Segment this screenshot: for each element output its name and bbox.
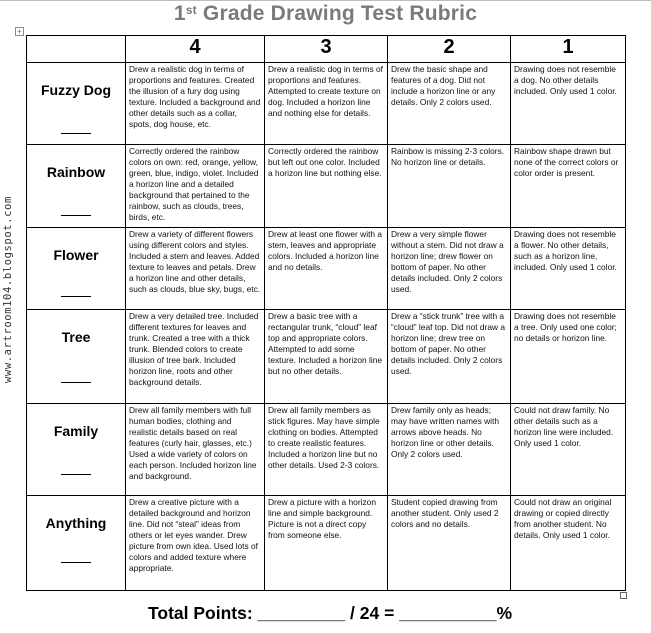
criteria-cell: Drew a very simple flower without a stem. Did not draw a horizon line; drew flower on bottom of paper. No other details included. Only 2 colors used. — [388, 228, 511, 310]
total-score-blank: _________ — [257, 603, 346, 623]
criteria-cell: Drew a “stick trunk” tree with a “cloud” leaf top. Did not draw a horizon line; drew tree on bottom of paper. No other details included. Only 2 colors used. — [388, 310, 511, 404]
criteria-cell: Drawing does not resemble a flower. No other details, such as a horizon line, included. Only used 1 color. — [511, 228, 626, 310]
category-cell — [27, 228, 126, 310]
score-blank-line — [61, 562, 91, 563]
score-header-3: 3 — [265, 36, 388, 63]
table-row — [27, 228, 626, 310]
criteria-cell: Drawing does not resemble a dog. No other details included. Only used 1 color. — [511, 63, 626, 145]
category-name: Flower — [53, 247, 99, 263]
rubric-table — [26, 35, 626, 591]
total-divider: / 24 = — [350, 603, 395, 623]
category-cell — [27, 496, 126, 591]
total-label: Total Points: — [148, 603, 253, 623]
score-header-1: 1 — [511, 36, 626, 63]
table-resize-handle-icon[interactable] — [620, 592, 627, 599]
score-blank-line — [61, 382, 91, 383]
criteria-cell: Correctly ordered the rainbow colors on own: red, orange, yellow, green, blue, indigo, violet. Included a horizon line and a detailed background that pertained to the rainbow, such as clouds, trees, birds, etc. — [126, 145, 265, 228]
criteria-cell: Student copied drawing from another student. Only used 2 colors and no details. — [388, 496, 511, 591]
table-row — [27, 145, 626, 228]
score-blank-line — [61, 215, 91, 216]
criteria-cell: Drew the basic shape and features of a dog. Did not include a horizon line or any details. Only 2 colors used. — [388, 63, 511, 145]
category-name: Anything — [45, 515, 107, 531]
criteria-cell: Drew a basic tree with a rectangular trunk, “cloud” leaf top and appropriate colors. Attempted to add some texture. Included a horizon line but no other details. — [265, 310, 388, 404]
criteria-cell: Drawing does not resemble a tree. Only used one color; no details or horizon line. — [511, 310, 626, 404]
criteria-cell: Drew a variety of different flowers using different colors and styles. Included a stem and leaves. Added texture to leaves and petals. Drew a horizon line and other details, such as clouds, blue sky, bugs, etc. — [126, 228, 265, 310]
category-name: Tree — [61, 329, 91, 345]
table-row — [27, 404, 626, 496]
criteria-cell: Drew all family members as stick figures. May have simple clothing on bodies. Attempted to create realistic features. Included a horizon line but no other details. Used 2-3 colors. — [265, 404, 388, 496]
category-cell — [27, 404, 126, 496]
criteria-cell: Drew a very detailed tree. Included different textures for leaves and trunk. Created a tree with a thick trunk. Blended colors to create illusion of tree bark. Included horizon line, roots and other background details. — [126, 310, 265, 404]
corner-cell — [27, 36, 126, 63]
table-row — [27, 496, 626, 591]
criteria-cell: Drew at least one flower with a stem, leaves and appropriate colors. Included a horizon line and no details. — [265, 228, 388, 310]
criteria-cell: Drew a creative picture with a detailed background and horizon line. Did not “steal” ideas from others or let eyes wander. Drew picture from own idea. Used lots of colors and added texture where appropriate. — [126, 496, 265, 591]
header-row — [27, 36, 626, 63]
percent-sign: % — [496, 603, 513, 623]
score-blank-line — [61, 133, 91, 134]
table-row — [27, 63, 626, 145]
category-cell — [27, 145, 126, 228]
criteria-cell: Drew family only as heads; may have written names with arrows above heads. No horizon line or other details. Only 2 colors used. — [388, 404, 511, 496]
watermark-url: www.artroom104.blogspot.com — [2, 196, 14, 384]
page-title: 1st Grade Drawing Test Rubric — [173, 2, 478, 25]
criteria-cell: Drew a realistic dog in terms of proportions and features. Created the illusion of a fury dog using texture. Included a background and other details such as a collar, spots, dog house, etc. — [126, 63, 265, 145]
criteria-cell: Rainbow is missing 2-3 colors. No horizon line or details. — [388, 145, 511, 228]
total-percent-blank: __________ — [399, 603, 497, 623]
score-blank-line — [61, 296, 91, 297]
category-cell — [27, 63, 126, 145]
top-rule — [0, 0, 651, 1]
total-points-line — [148, 603, 512, 624]
category-name: Fuzzy Dog — [41, 82, 111, 98]
criteria-cell: Correctly ordered the rainbow but left out one color. Included a horizon line but nothing else. — [265, 145, 388, 228]
category-cell — [27, 310, 126, 404]
criteria-cell: Could not draw an original drawing or copied directly from another student. No details. Only used 1 color. — [511, 496, 626, 591]
criteria-cell: Drew a realistic dog in terms of proportions and features. Attempted to create texture on dog. Included a horizon line and nothing else for details. — [265, 63, 388, 145]
table-move-handle-icon[interactable]: + — [15, 27, 24, 36]
score-header-4: 4 — [126, 36, 265, 63]
category-name: Family — [53, 423, 99, 439]
score-blank-line — [61, 474, 91, 475]
score-header-2: 2 — [388, 36, 511, 63]
criteria-cell: Rainbow shape drawn but none of the correct colors or color order is present. — [511, 145, 626, 228]
table-row — [27, 310, 626, 404]
criteria-cell: Drew all family members with full human bodies, clothing and realistic details based on real features (curly hair, glasses, etc.) Used a wide variety of colors on each person. Included horizon line and background. — [126, 404, 265, 496]
criteria-cell: Drew a picture with a horizon line and simple background. Picture is not a direct copy from someone else. — [265, 496, 388, 591]
criteria-cell: Could not draw family. No other details such as a horizon line were included. Only used 1 color. — [511, 404, 626, 496]
category-name: Rainbow — [46, 164, 106, 180]
